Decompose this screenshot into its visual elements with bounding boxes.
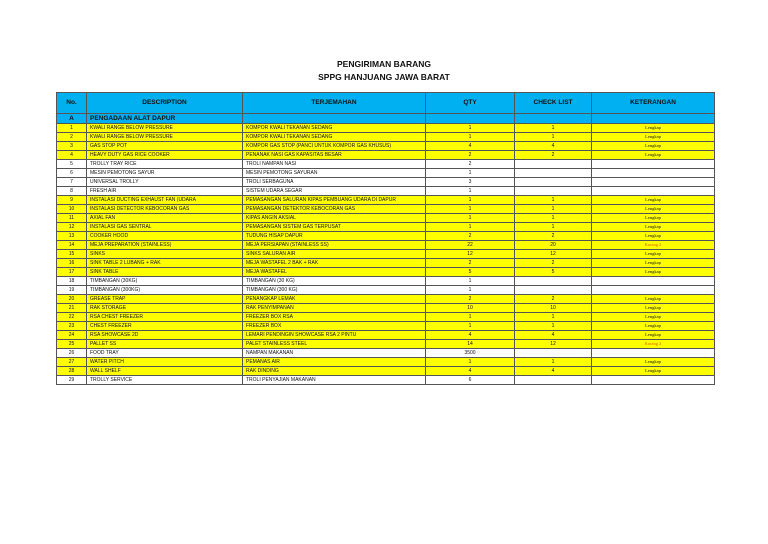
terjemahan-cell: PEMASANGAN SISTEM GAS TERPUSAT — [243, 223, 426, 232]
keterangan-cell: Lengkap — [592, 268, 715, 277]
table-row — [57, 178, 715, 187]
keterangan-cell: Lengkap — [592, 313, 715, 322]
row-number-cell: 27 — [57, 358, 87, 367]
table-row — [57, 259, 715, 268]
qty-cell: 3 — [426, 178, 515, 187]
check-list-cell — [515, 277, 592, 286]
description-cell: GREASE TRAP — [87, 295, 243, 304]
description-cell: GAS STOP POT — [87, 142, 243, 151]
check-list-cell: 1 — [515, 322, 592, 331]
table-row — [57, 196, 715, 205]
keterangan-cell — [592, 160, 715, 169]
qty-cell: 4 — [426, 142, 515, 151]
terjemahan-cell: RAK DINDING — [243, 367, 426, 376]
keterangan-cell: Lengkap — [592, 205, 715, 214]
qty-cell: 1 — [426, 286, 515, 295]
keterangan-cell: Lengkap — [592, 259, 715, 268]
description-cell: RSA CHEST FREEZER — [87, 313, 243, 322]
keterangan-cell: Lengkap — [592, 133, 715, 142]
table-row — [57, 376, 715, 385]
keterangan-cell — [592, 178, 715, 187]
row-number-cell: 25 — [57, 340, 87, 349]
qty-cell: 2 — [426, 151, 515, 160]
keterangan-cell: Kurang 2 — [592, 241, 715, 250]
check-list-cell: 2 — [515, 151, 592, 160]
row-number-cell: 14 — [57, 241, 87, 250]
row-number-cell: 18 — [57, 277, 87, 286]
check-list-cell: 1 — [515, 358, 592, 367]
check-list-cell: 2 — [515, 232, 592, 241]
terjemahan-cell: LEMARI PENDINGIN SHOWCASE RSA 2 PINTU — [243, 331, 426, 340]
check-list-cell: 1 — [515, 196, 592, 205]
keterangan-cell — [592, 169, 715, 178]
keterangan-cell — [592, 376, 715, 385]
description-cell: TIMBANGAN (300KG) — [87, 286, 243, 295]
description-cell: UNIVERSAL TROLLY — [87, 178, 243, 187]
terjemahan-cell: MEJA WASTAFEL — [243, 268, 426, 277]
check-list-cell: 1 — [515, 124, 592, 133]
keterangan-cell: Lengkap — [592, 322, 715, 331]
row-number-cell: 9 — [57, 196, 87, 205]
description-cell: SINK TABLE — [87, 268, 243, 277]
keterangan-cell: Lengkap — [592, 223, 715, 232]
description-cell: KWALI RANGE BELOW PRESSURE — [87, 133, 243, 142]
row-number-cell: 22 — [57, 313, 87, 322]
row-number-cell: 2 — [57, 133, 87, 142]
row-number-cell: 15 — [57, 250, 87, 259]
table-row — [57, 205, 715, 214]
description-cell: HEAVY DUTY GAS RICE COOKER — [87, 151, 243, 160]
qty-cell: 1 — [426, 205, 515, 214]
description-cell: CHEST FREEZER — [87, 322, 243, 331]
qty-cell: 2 — [426, 259, 515, 268]
table-row — [57, 268, 715, 277]
terjemahan-cell: PEMASANGAN SALURAN KIPAS PEMBUANG UDARA DI DAPUR — [243, 196, 426, 205]
qty-cell: 1 — [426, 358, 515, 367]
terjemahan-cell: SISTEM UDARA SEGAR — [243, 187, 426, 196]
check-list-cell: 12 — [515, 340, 592, 349]
section-letter: A — [57, 114, 87, 124]
check-list-cell: 5 — [515, 268, 592, 277]
row-number-cell: 3 — [57, 142, 87, 151]
qty-cell: 1 — [426, 277, 515, 286]
qty-cell: 4 — [426, 367, 515, 376]
column-header-no: No. — [57, 93, 87, 114]
keterangan-cell: Lengkap — [592, 367, 715, 376]
table-row — [57, 160, 715, 169]
qty-cell: 2 — [426, 160, 515, 169]
qty-cell: 2 — [426, 295, 515, 304]
table-row — [57, 349, 715, 358]
terjemahan-cell: RAK PENYIMPANAN — [243, 304, 426, 313]
terjemahan-cell: PALET STAINLESS STEEL — [243, 340, 426, 349]
check-list-cell — [515, 349, 592, 358]
row-number-cell: 28 — [57, 367, 87, 376]
terjemahan-cell: PENANAK NASI GAS KAPASITAS BESAR — [243, 151, 426, 160]
keterangan-cell: Lengkap — [592, 250, 715, 259]
qty-cell: 1 — [426, 322, 515, 331]
table-row — [57, 358, 715, 367]
keterangan-cell: Lengkap — [592, 196, 715, 205]
terjemahan-cell: MEJA WASTAFEL 2 BAK + RAK — [243, 259, 426, 268]
qty-cell: 10 — [426, 304, 515, 313]
check-list-cell — [515, 160, 592, 169]
description-cell: RSA SHOWCASE 2D — [87, 331, 243, 340]
qty-cell: 1 — [426, 196, 515, 205]
terjemahan-cell: FREEZER BOX — [243, 322, 426, 331]
table-row — [57, 295, 715, 304]
keterangan-cell — [592, 349, 715, 358]
row-number-cell: 6 — [57, 169, 87, 178]
qty-cell: 5 — [426, 268, 515, 277]
table-row — [57, 313, 715, 322]
qty-cell: 1 — [426, 187, 515, 196]
section-empty-cell — [592, 114, 715, 124]
qty-cell: 12 — [426, 250, 515, 259]
table-row — [57, 340, 715, 349]
description-cell: FRESH AIR — [87, 187, 243, 196]
section-empty-cell — [426, 114, 515, 124]
table-row — [57, 286, 715, 295]
table-row — [57, 331, 715, 340]
document-title: PENGIRIMAN BARANG — [337, 59, 431, 69]
qty-cell: 1 — [426, 313, 515, 322]
check-list-cell — [515, 187, 592, 196]
description-cell: INSTALASI DUCTING EXHAUST FAN (UDARA — [87, 196, 243, 205]
row-number-cell: 12 — [57, 223, 87, 232]
terjemahan-cell: TIMBANGAN (30 KG) — [243, 277, 426, 286]
table-row — [57, 169, 715, 178]
row-number-cell: 20 — [57, 295, 87, 304]
description-cell: WALL SHELF — [87, 367, 243, 376]
section-row — [57, 114, 715, 124]
row-number-cell: 13 — [57, 232, 87, 241]
row-number-cell: 5 — [57, 160, 87, 169]
terjemahan-cell: PENANGKAP LEMAK — [243, 295, 426, 304]
column-header-check-list: CHECK LIST — [515, 93, 592, 114]
description-cell: TIMBANGAN (30KG) — [87, 277, 243, 286]
keterangan-cell — [592, 286, 715, 295]
check-list-cell: 1 — [515, 223, 592, 232]
keterangan-cell — [592, 187, 715, 196]
table-row — [57, 142, 715, 151]
keterangan-cell — [592, 277, 715, 286]
terjemahan-cell: KIPAS ANGIN AKSIAL — [243, 214, 426, 223]
check-list-cell: 1 — [515, 313, 592, 322]
check-list-cell: 1 — [515, 214, 592, 223]
keterangan-cell: Kurang 2 — [592, 340, 715, 349]
row-number-cell: 23 — [57, 322, 87, 331]
check-list-cell: 4 — [515, 142, 592, 151]
table-row — [57, 322, 715, 331]
terjemahan-cell: KOMPOR GAS STOP (PANCI UNTUK KOMPOR GAS KHUSUS) — [243, 142, 426, 151]
row-number-cell: 19 — [57, 286, 87, 295]
check-list-cell: 10 — [515, 304, 592, 313]
description-cell: TROLLY SERVICE — [87, 376, 243, 385]
description-cell: INSTALASI GAS SENTRAL — [87, 223, 243, 232]
table-header-row — [57, 93, 715, 114]
row-number-cell: 10 — [57, 205, 87, 214]
check-list-cell: 1 — [515, 133, 592, 142]
check-list-cell — [515, 169, 592, 178]
qty-cell: 1 — [426, 214, 515, 223]
row-number-cell: 4 — [57, 151, 87, 160]
qty-cell: 6 — [426, 376, 515, 385]
keterangan-cell: Lengkap — [592, 295, 715, 304]
table-row — [57, 250, 715, 259]
row-number-cell: 8 — [57, 187, 87, 196]
row-number-cell: 1 — [57, 124, 87, 133]
terjemahan-cell: KOMPOR KWALI TEKANAN SEDANG — [243, 124, 426, 133]
table-row — [57, 223, 715, 232]
keterangan-cell: Lengkap — [592, 232, 715, 241]
check-list-cell — [515, 178, 592, 187]
qty-cell: 1 — [426, 124, 515, 133]
description-cell: KWALI RANGE BELOW PRESSURE — [87, 124, 243, 133]
description-cell: FOOD TRAY — [87, 349, 243, 358]
description-cell: TROLLY TRAY RICE — [87, 160, 243, 169]
table-row — [57, 304, 715, 313]
column-header-qty: QTY — [426, 93, 515, 114]
table-row — [57, 187, 715, 196]
terjemahan-cell: TROLI NAMPAN NASI — [243, 160, 426, 169]
description-cell: WATER PITCH — [87, 358, 243, 367]
table-row — [57, 214, 715, 223]
keterangan-cell: Lengkap — [592, 142, 715, 151]
document-subtitle: SPPG HANJUANG JAWA BARAT — [318, 72, 450, 82]
terjemahan-cell: TROLI SERBAGUNA — [243, 178, 426, 187]
qty-cell: 1 — [426, 133, 515, 142]
terjemahan-cell: TROLI PENYAJIAN MAKANAN — [243, 376, 426, 385]
check-list-cell: 20 — [515, 241, 592, 250]
description-cell: COOKER HOOD — [87, 232, 243, 241]
table-row — [57, 151, 715, 160]
qty-cell: 4 — [426, 331, 515, 340]
keterangan-cell: Lengkap — [592, 151, 715, 160]
description-cell: SINKS — [87, 250, 243, 259]
table-row — [57, 241, 715, 250]
description-cell: RAK STORAGE — [87, 304, 243, 313]
section-empty-cell — [515, 114, 592, 124]
row-number-cell: 16 — [57, 259, 87, 268]
row-number-cell: 17 — [57, 268, 87, 277]
description-cell: SINK TABLE 2 LUBANG + RAK — [87, 259, 243, 268]
description-cell: PALLET SS — [87, 340, 243, 349]
keterangan-cell: Lengkap — [592, 304, 715, 313]
terjemahan-cell: MESIN PEMOTONG SAYURAN — [243, 169, 426, 178]
check-list-cell: 12 — [515, 250, 592, 259]
section-empty-cell — [243, 114, 426, 124]
column-header-keterangan: KETERANGAN — [592, 93, 715, 114]
check-list-cell — [515, 376, 592, 385]
section-label: PENGADAAN ALAT DAPUR — [87, 114, 243, 124]
description-cell: MEJA PREPARATION (STAINLESS) — [87, 241, 243, 250]
row-number-cell: 11 — [57, 214, 87, 223]
qty-cell: 3500 — [426, 349, 515, 358]
row-number-cell: 26 — [57, 349, 87, 358]
row-number-cell: 21 — [57, 304, 87, 313]
table-row — [57, 124, 715, 133]
check-list-cell: 2 — [515, 295, 592, 304]
check-list-cell: 4 — [515, 331, 592, 340]
terjemahan-cell: PEMASANGAN DETEKTOR KEBOCORAN GAS — [243, 205, 426, 214]
description-cell: AXIAL FAN — [87, 214, 243, 223]
row-number-cell: 24 — [57, 331, 87, 340]
check-list-cell: 2 — [515, 259, 592, 268]
table-row — [57, 232, 715, 241]
qty-cell: 2 — [426, 232, 515, 241]
terjemahan-cell: PEMANAS AIR — [243, 358, 426, 367]
qty-cell: 14 — [426, 340, 515, 349]
terjemahan-cell: SINKS SALURAN AIR — [243, 250, 426, 259]
keterangan-cell: Lengkap — [592, 124, 715, 133]
column-header-description: DESCRIPTION — [87, 93, 243, 114]
check-list-cell: 1 — [515, 205, 592, 214]
keterangan-cell: Lengkap — [592, 214, 715, 223]
terjemahan-cell: FREEZER BOX RSA — [243, 313, 426, 322]
table-row — [57, 367, 715, 376]
qty-cell: 1 — [426, 223, 515, 232]
terjemahan-cell: TUDUNG HISAP DAPUR — [243, 232, 426, 241]
terjemahan-cell: NAMPAN MAKANAN — [243, 349, 426, 358]
terjemahan-cell: KOMPOR KWALI TEKANAN SEDANG — [243, 133, 426, 142]
terjemahan-cell: TIMBANGAN (300 KG) — [243, 286, 426, 295]
row-number-cell: 7 — [57, 178, 87, 187]
keterangan-cell: Lengkap — [592, 358, 715, 367]
keterangan-cell: Lengkap — [592, 331, 715, 340]
delivery-table — [56, 92, 715, 385]
description-cell: INSTALASI DETECTOR KEBOCORAN GAS — [87, 205, 243, 214]
terjemahan-cell: MEJA PERSIAPAN (STAINLESS SS) — [243, 241, 426, 250]
check-list-cell: 4 — [515, 367, 592, 376]
check-list-cell — [515, 286, 592, 295]
description-cell: MESIN PEMOTONG SAYUR — [87, 169, 243, 178]
qty-cell: 22 — [426, 241, 515, 250]
qty-cell: 1 — [426, 169, 515, 178]
table-row — [57, 277, 715, 286]
table-row — [57, 133, 715, 142]
column-header-terjemahan: TERJEMAHAN — [243, 93, 426, 114]
row-number-cell: 29 — [57, 376, 87, 385]
